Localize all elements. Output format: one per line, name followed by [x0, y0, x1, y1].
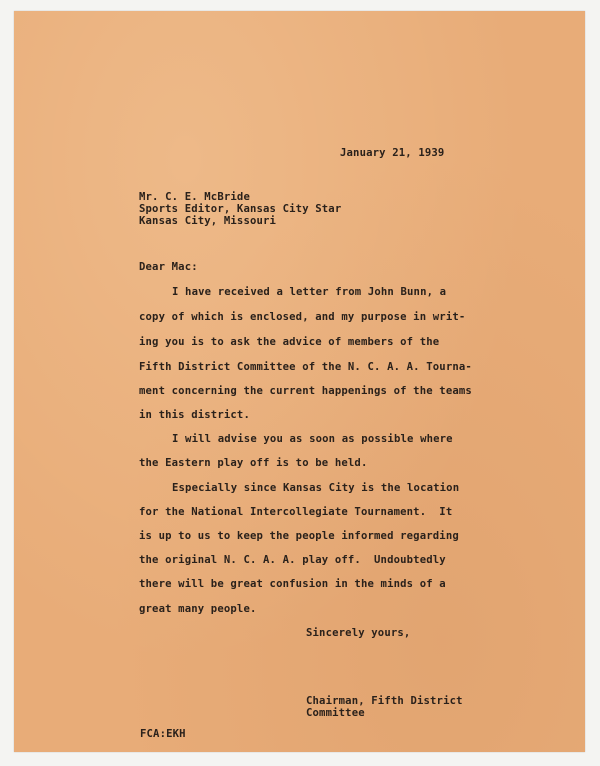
address-line: Kansas City, Missouri: [139, 215, 277, 227]
body-line: great many people.: [139, 603, 257, 615]
body-line: ing you is to ask the advice of members of the: [139, 336, 440, 348]
body-line: ment concerning the current happenings of the teams: [139, 385, 472, 397]
letter-date: January 21, 1939: [340, 147, 445, 159]
address-line: Mr. C. E. McBride: [139, 191, 250, 203]
letter-page: [14, 11, 585, 752]
body-line: copy of which is enclosed, and my purpose in writ-: [139, 311, 466, 323]
body-line: is up to us to keep the people informed regarding: [139, 530, 459, 542]
typist-initials: FCA:EKH: [140, 728, 186, 740]
closing: Sincerely yours,: [306, 627, 411, 639]
salutation: Dear Mac:: [139, 261, 198, 273]
body-line: the original N. C. A. A. play off. Undoubtedly: [139, 554, 446, 566]
body-line: for the National Intercollegiate Tournament. It: [139, 506, 453, 518]
address-line: Sports Editor, Kansas City Star: [139, 203, 342, 215]
body-line: I will advise you as soon as possible where: [172, 433, 453, 445]
body-line: Fifth District Committee of the N. C. A. A. Tourna-: [139, 361, 472, 373]
body-line: Especially since Kansas City is the location: [172, 482, 460, 494]
signature-line: Chairman, Fifth District: [306, 695, 463, 707]
body-line: the Eastern play off is to be held.: [139, 457, 368, 469]
body-line: there will be great confusion in the minds of a: [139, 578, 446, 590]
body-line: I have received a letter from John Bunn, a: [172, 286, 447, 298]
signature-line: Committee: [306, 707, 365, 719]
body-line: in this district.: [139, 409, 250, 421]
